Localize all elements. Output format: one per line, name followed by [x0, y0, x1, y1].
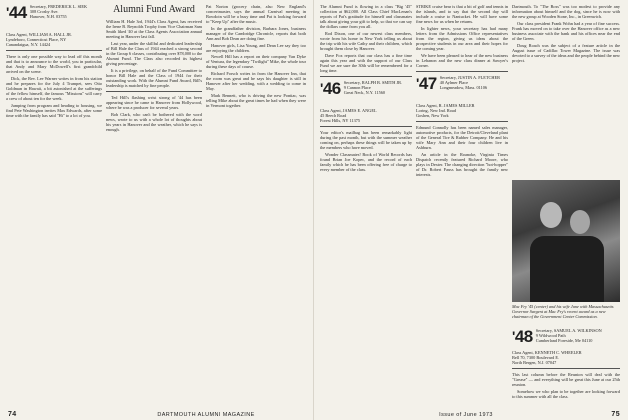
paragraph: There is only one possible way to lead off this month and that is to announce to the world, you in particular, that Andy and Mary McDowell's first grandchild arrived on the scene. [6, 54, 102, 75]
right-column-2 [416, 4, 508, 406]
secretary-info: Secretary, SAMUEL A. WILKINSON 9 Wildwood Path Cumberland Foreside, Me 04110 [535, 328, 602, 343]
paragraph: Last year, under the skillful and dedicated leadership of Bill Hale the Class of 1944 reached a strong second in the Group 6 classes, contributing over $78,000 to the Alumni Fund. The Class also recorded its highest giving percentage. [106, 40, 202, 66]
left-column-2 [106, 4, 202, 406]
paragraph: Dartmouth. To "The Boss" was too modest to provide any information about himself and the dog, since he is now with the new group at Wooden Stone, Inc., in Greenwich. [512, 4, 620, 20]
class-photo [512, 180, 620, 302]
paragraph: Our class president Frank Wohn had a year of fine success. Frank has moved on to take over the Hanover office as a new business associate with the bank and his offices near the end of the Green. [512, 20, 620, 41]
page-number: 74 [8, 411, 17, 418]
paragraph: We have been pleased to hear of the new business in Lebanon and the new class dinner at Sawyer's Corner. [416, 52, 508, 68]
paragraph: Mark Bennett, who is driving the new Pontiac, was telling Mike about the great times he had when they were in Vermont together. [206, 92, 306, 108]
class-agent-info: Class Agent, R. JAMES MILLER Loring, New Ind. Road Goshen, New York [416, 102, 475, 118]
class-agent-info: Class Agent, KENNETH C. WHEELER Bell 70, 7300 Boulevard E. North Bergen, N.J. 07047 [512, 350, 582, 365]
issue-footer: Issue of June 1973 [439, 412, 493, 418]
class-year-48: '48 [512, 328, 533, 346]
secretary-info: Secretary, RALPH B. SMITH JR. 9 Cannon Place Great Neck, N.Y. 11560 [343, 79, 403, 95]
secretary-info: Secretary, FREDERICK L. SIEK 308 Crosby Ave. Hanover, N.H. 03755 [29, 4, 88, 19]
paragraph: In the grandfather division, Barbara Jones, business manager of the Cambridge Chronicle, reports that both Ann and Bob Dean are doing fine. [206, 25, 306, 41]
article-title: Alumni Fund Award [113, 4, 195, 15]
paragraph: Dick, the Rev. Lee Warner writes in from his station and he prepares for the July 4 Trumpet, sees Otto Goldman in Hawaii, a bit astonished at the sufferings of the fellow himself, the famous "Missions" will carry a crew of about ten for the week. [6, 75, 102, 101]
left-column-1 [6, 4, 102, 406]
paragraph: Somehow we who plan to be together are looking forward to this summer with all the class. [512, 388, 620, 399]
paragraph: In lighter news, your secretary has had many letters from the Admissions Office representatives from the region, giving us ideas about the prospective students in our area and their hopes for the coming year. [416, 25, 508, 51]
class-year-46: '46 [320, 79, 341, 98]
right-column-3 [512, 4, 620, 168]
class-agent-info: Class Agent, WILLIAM A. HALL JR. Lyndeboro, Connecticut Place, NY Canandaigua, N.Y. 14424 [6, 32, 72, 47]
paragraph: Wonder Classmates! Book of World Records has found Brian Joe Kopec, and the record of each family which he has been offering free of charge to every member of the class. [320, 151, 412, 172]
right-column-3-lower [512, 328, 620, 406]
paragraph: STRIKE cruise bear is that a bit of golf and tennis in the islands, and to say that the second day will include a cruise to Nantucket. He will have some fine news for us when he returns. [416, 4, 508, 25]
page-number: 75 [611, 411, 620, 418]
paragraph: Doug Roach was the subject of a feature article in the August issue of Cadillac Tower Magazine. The issue was devoted to a survey of the ideas and the people behind the new project. [512, 42, 620, 63]
class-header-47 [416, 75, 508, 103]
paragraph: Pat Norton (grocery chain, also New England's concertmaster, says the annual Carnival meeting in Bowdoin will be a busy time and Pat is looking forward to "Keep Up" after the music. [206, 4, 306, 25]
class-header-46 [320, 80, 412, 108]
paragraph: Newell Hill has a report on their company Van Dyke of Ventura, the legendary "Twilight" Mike, the whole tour during these days of course. [206, 54, 306, 70]
paragraph: Hanover girls, Lisa Young, and Dean Lee say they too are enjoying the children. [206, 42, 306, 53]
class-year-44: '44 [6, 4, 27, 22]
paragraph: Richard Forsch writes in from the Hanover Inn, that the room was great and he says his daughter is still in Hanover after her wedding, with a wedding to come in May. [206, 70, 306, 92]
paragraph: Bob Clark, who can't be bothered with the word news, wrote to us with a whole lot of thoughts about his years in Hanover and the weather, which he says is enough. [106, 111, 202, 132]
paragraph: William H. Hale 3rd, 1944's Class Agent, has received the Irene B. Reynolds Trophy from Vice Chairman Sam Smith liked '40 at the Class Agents Association annual meeting in Hanover last fall. [106, 19, 202, 40]
paragraph: Ted Hill's flashing wrist strong of '44 has been appearing since he came to Hanover from Hollywood, where he was a producer for several years. [106, 94, 202, 110]
paragraph: Jumping from program and heading to housing, we find Pete Washington invites Max Edwards, after some time with the family has said "Hi" to a lot of you. [6, 102, 102, 118]
left-column-3 [206, 4, 306, 406]
paragraph: Rod Dixon, one of our newest class members, wrote from his home in New York telling us about the trip with his wife Cathy and their children, which brought them close by Hanover. [320, 30, 412, 51]
class-year-47: '47 [416, 74, 437, 93]
right-page [314, 0, 628, 420]
paragraph: It is a privilege, on behalf of the Fund Committee to honor Bill Hale and the Class of 1944 for their outstanding work. With the Alumni Fund Award, Bill's leadership is matched by fine people. [106, 67, 202, 88]
paragraph: The Alumni Fund is flowing in a class "Big '45" collection at $62,000. All Class Chief MacLenan's reports of Pat's gratitude for himself and classmates talk about giving your gift to help, so that we can say the dollars came from you all. [320, 4, 412, 30]
class-header-48 [512, 328, 620, 350]
paragraph: An article in the Roanoke, Virginia Times Dispatch recently featured Richard Moore, who plays in Dexter. The changing direction "hot-hopper" of Dr. Robert Fauss has brought the family new interests. [416, 151, 508, 177]
paragraph: Your editor's mailbag has been remarkably light during the past month, but with the summer weather coming on, perhaps these things will be taken up by the members who have moved. [320, 129, 412, 150]
right-column-1 [320, 4, 412, 406]
paragraph: Dave Fox reports that our class has a fine time again this year and with the support of our Class Fund we are sure the 30th will be remembered for a long time. [320, 52, 412, 73]
magazine-footer: DARTMOUTH ALUMNI MAGAZINE [157, 412, 255, 418]
secretary-info: Secretary, JUSTIN A. FLETCHER 40 Aylmer Place Longmeadow, Mass. 01106 [439, 74, 500, 90]
paragraph: This last column before the Reunion will deal with the "Grease" — and everything will be great this June at our 25th reunion. [512, 372, 620, 388]
paragraph: Edmund Connolly has been named sales manager, automotive products, for the Detroit/Cleveland plant of the General Tire & Rubber Company. He and his wife Mary Ann and their four children live in Ashburn. [416, 124, 508, 150]
class-agent-info: Class Agent, JAMES E. ANGEL 45 Beech Road Forest Hills, NY 11375 [320, 107, 377, 123]
class-header-44 [6, 4, 102, 32]
photo-caption: Mac Fry '45 (center) and his wife Jane with Massachusetts Governor Sargent at Mac Fry's recent award as a new chairman of the Government Center Commission. [512, 304, 614, 319]
